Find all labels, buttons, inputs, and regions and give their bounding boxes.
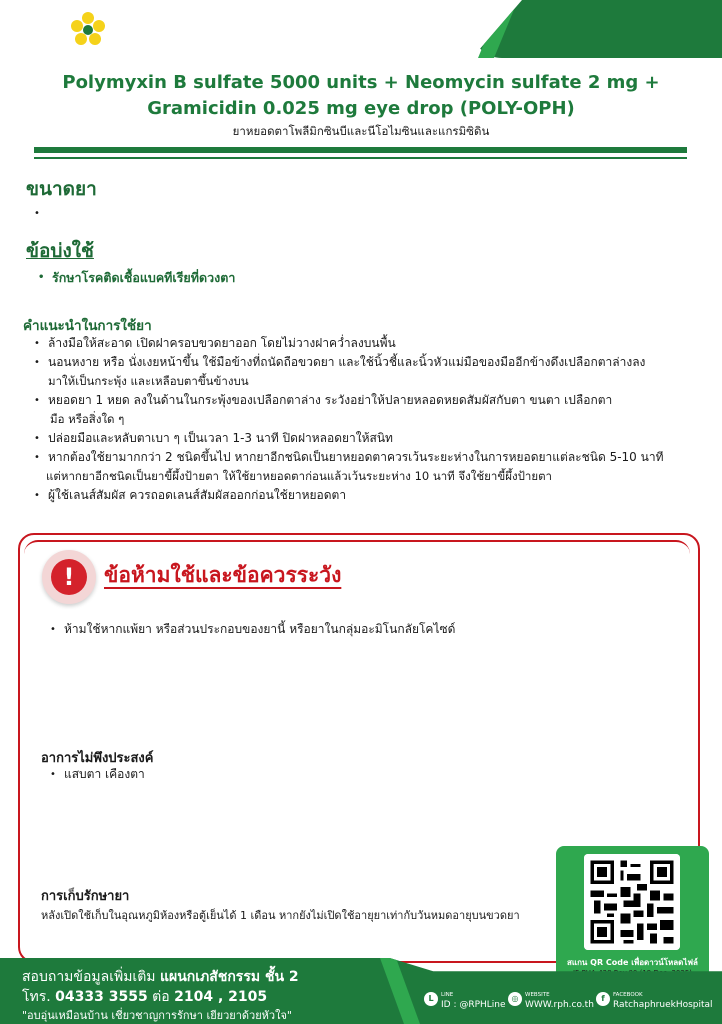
hospital-name-en: Ratchaphruek Hospital	[112, 30, 249, 44]
line-icon: L	[424, 992, 438, 1006]
footer-phone-prefix: โทร.	[22, 989, 51, 1005]
storage-heading: การเก็บรักษายา	[41, 889, 130, 904]
footer-inquiry	[22, 966, 299, 988]
storage-text: หลังเปิดใช้เก็บในอุณหภูมิห้องหรือตู้เย็นได้ 1 เดือน หากยังไม่เปิดใช้อายุยาเท่ากับวันหมดอายุบนขวดยา	[41, 909, 520, 922]
title-divider-thin	[34, 157, 687, 159]
instructions-heading: คำแนะนำในการใช้ยา	[23, 318, 152, 334]
instructions-list	[34, 334, 704, 505]
list-item: • นอนหงาย หรือ นั่งเงยหน้าขึ้น ใช้มือข้างที่ถนัดถือขวดยา และใช้นิ้วชี้และนิ้วหัวแม่มือของมืออีกข้างดึงเปลือกตาล่างลง	[34, 353, 704, 372]
side-effects-list	[50, 765, 145, 784]
continuation-text: มือ หรือสิ่งใด ๆ	[50, 412, 125, 426]
facebook-icon: f	[596, 992, 610, 1006]
warning-list	[50, 620, 680, 639]
exclamation-icon	[42, 550, 96, 604]
continuation-text: แต่หากยาอีกชนิดเป็นยาขี้ผึ้งป้ายตา ให้ใช้ยาหยอดตาก่อนแล้วเว้นระยะห่าง 10 นาที จึงใช้ยาขี้ผึ้งป้ายตา	[46, 469, 553, 483]
continuation-text: มาให้เป็นกระพุ้ง และเหลือบตาขึ้นข้างบน	[48, 374, 249, 388]
list-item: • หากต้องใช้ยามากกว่า 2 ชนิดขึ้นไป หากยาอีกชนิดเป็นยาหยอดตาควรเว้นระยะห่างในการหยอดยาแต่ละชนิด 5-10 นาที	[34, 448, 704, 467]
facebook-name: RatchaphruekHospital	[613, 1000, 713, 1010]
line-id: ID : @RPHLine	[441, 1000, 506, 1010]
list-item-continuation	[34, 372, 704, 391]
side-effects-heading: อาการไม่พึงประสงค์	[41, 751, 154, 766]
globe-icon: ◎	[508, 992, 522, 1006]
footer-slogan: "อบอุ่นเหมือนบ้าน เชี่ยวชาญการรักษา เยียวยาด้วยหัวใจ"	[22, 1009, 292, 1022]
list-item: • แสบตา เคืองตา	[50, 765, 145, 784]
footer-phone-number[interactable]: 04333 3555	[55, 989, 148, 1005]
flower-logo-icon	[68, 10, 108, 50]
drug-name-en-line1: Polymyxin B sulfate 5000 units + Neomycin sulfate 2 mg +	[62, 72, 660, 93]
indication-list	[38, 268, 235, 287]
hospital-name-th: โรงพยาบาลราชพฤกษ์	[112, 12, 245, 28]
footer-ext-number: 2104 , 2105	[174, 989, 268, 1005]
footer-department: แผนกเภสัชกรรม ชั้น 2	[160, 969, 299, 985]
indication-heading: ข้อบ่งใช้	[26, 240, 94, 262]
footer-inquiry-prefix: สอบถามข้อมูลเพิ่มเติม	[22, 969, 156, 985]
exclamation-icon-inner: !	[51, 559, 87, 595]
list-item-continuation	[34, 467, 704, 486]
drug-name-th: ยาหยอดตาโพลีมิกซินบีและนีโอไมซินและแกรมิซิดิน	[232, 124, 490, 138]
list-item: • ล้างมือให้สะอาด เปิดฝาครอบขวดยาออก โดยไม่วางฝาคว่ำลงบนพื้น	[34, 334, 704, 353]
drug-name-en-line2: Gramicidin 0.025 mg eye drop (POLY-OPH)	[147, 98, 575, 119]
footer-phone	[22, 986, 267, 1008]
qr-code-label: สแกน QR Code เพื่อดาวน์โหลดไฟล์	[567, 958, 698, 967]
list-item: • ปล่อยมือและหลับตาเบา ๆ เป็นเวลา 1-3 นาที ปิดฝาหลอดยาให้สนิท	[34, 429, 704, 448]
hospital-logo-band	[472, 0, 722, 58]
list-item: • ห้ามใช้หากแพ้ยา หรือส่วนประกอบของยานี้ หรือยาในกลุ่มอะมิโนกลัยโคไซด์	[50, 620, 680, 639]
list-item: • ผู้ใช้เลนส์สัมผัส ควรถอดเลนส์สัมผัสออกก่อนใช้ยาหยอดตา	[34, 486, 704, 505]
qr-code-card	[556, 846, 709, 986]
drug-title-block	[0, 70, 722, 141]
footer-ext-label: ต่อ	[152, 989, 170, 1005]
list-item: • หยอดยา 1 หยด ลงในด้านในกระพุ้งของเปลือกตาล่าง ระวังอย่าให้ปลายหลอดหยดสัมผัสกับตา ขนตา เปลือกตา	[34, 391, 704, 410]
facebook-label: FACEBOOK	[613, 992, 643, 998]
website-label: WEBSITE	[525, 992, 550, 998]
qr-code-icon[interactable]	[584, 854, 680, 950]
title-divider-thick	[34, 147, 687, 153]
website-url: WWW.rph.co.th	[525, 1000, 594, 1010]
dosage-heading: ขนาดยา	[26, 178, 97, 200]
line-label: LINE	[441, 992, 454, 998]
list-item-continuation	[34, 410, 704, 429]
list-item: • รักษาโรคติดเชื้อแบคทีเรียที่ดวงตา	[38, 268, 235, 287]
warning-heading: ข้อห้ามใช้และข้อควรระวัง	[104, 563, 342, 587]
